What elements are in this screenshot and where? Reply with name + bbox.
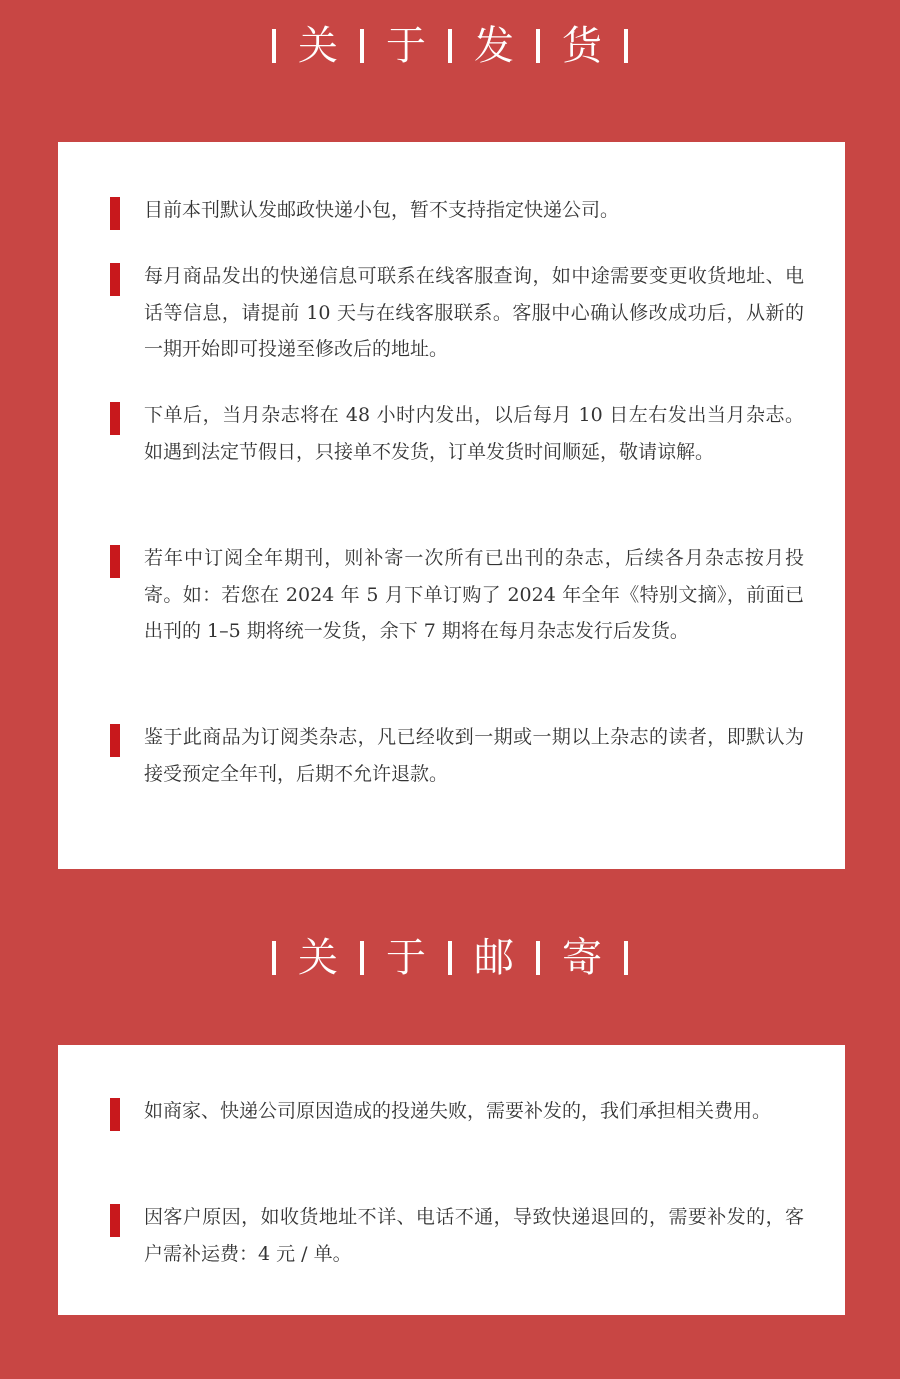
title-divider (448, 29, 452, 63)
bullet-marker (110, 197, 120, 230)
bullet-marker (110, 724, 120, 757)
postage-item-text: 如商家、快递公司原因造成的投递失败，需要补发的，我们承担相关费用。 (144, 1100, 772, 1122)
shipping-item-text: 鉴于此商品为订阅类杂志，凡已经收到一期或一期以上杂志的读者，即默认为接受预定全年刊，后期不允许退款。 (144, 726, 804, 785)
title-char: 邮 (474, 935, 514, 981)
title-char: 于 (386, 23, 426, 69)
title-char: 发 (474, 23, 514, 69)
title-divider (536, 29, 540, 63)
title-divider (360, 941, 364, 975)
bullet-marker (110, 1098, 120, 1131)
title-divider (624, 941, 628, 975)
title-divider (536, 941, 540, 975)
postage-item-text: 因客户原因，如收货地址不详、电话不通，导致快递退回的，需要补发的，客户需补运费：4 元 / 单。 (144, 1206, 804, 1265)
title-divider (272, 29, 276, 63)
title-divider (360, 29, 364, 63)
shipping-item-text: 若年中订阅全年期刊，则补寄一次所有已出刊的杂志，后续各月杂志按月投寄。如：若您在 2024 年 5 月下单订购了 2024 年全年《特别文摘》，前面已出刊的 1–5 期将统一发货，余下 7 期将在每月杂志发行后发货。 (144, 547, 804, 642)
title-divider (448, 941, 452, 975)
title-divider (624, 29, 628, 63)
title-char: 寄 (562, 935, 602, 981)
postage-section-title (0, 928, 900, 988)
bullet-marker (110, 1204, 120, 1237)
shipping-item-text: 每月商品发出的快递信息可联系在线客服查询，如中途需要变更收货地址、电话等信息，请提前 10 天与在线客服联系。客服中心确认修改成功后，从新的一期开始即可投递至修改后的地址。 (144, 265, 804, 360)
shipping-item-text: 下单后，当月杂志将在 48 小时内发出，以后每月 10 日左右发出当月杂志。如遇到法定节假日，只接单不发货，订单发货时间顺延，敬请谅解。 (144, 404, 804, 463)
title-char: 关 (298, 935, 338, 981)
bullet-marker (110, 545, 120, 578)
shipping-info-card (58, 142, 845, 869)
title-char: 于 (386, 935, 426, 981)
title-char: 关 (298, 23, 338, 69)
shipping-item-text: 目前本刊默认发邮政快递小包，暂不支持指定快递公司。 (144, 199, 620, 221)
shipping-section-title (0, 16, 900, 76)
title-divider (272, 941, 276, 975)
title-char: 货 (562, 23, 602, 69)
bullet-marker (110, 402, 120, 435)
bullet-marker (110, 263, 120, 296)
postage-info-card (58, 1045, 845, 1315)
